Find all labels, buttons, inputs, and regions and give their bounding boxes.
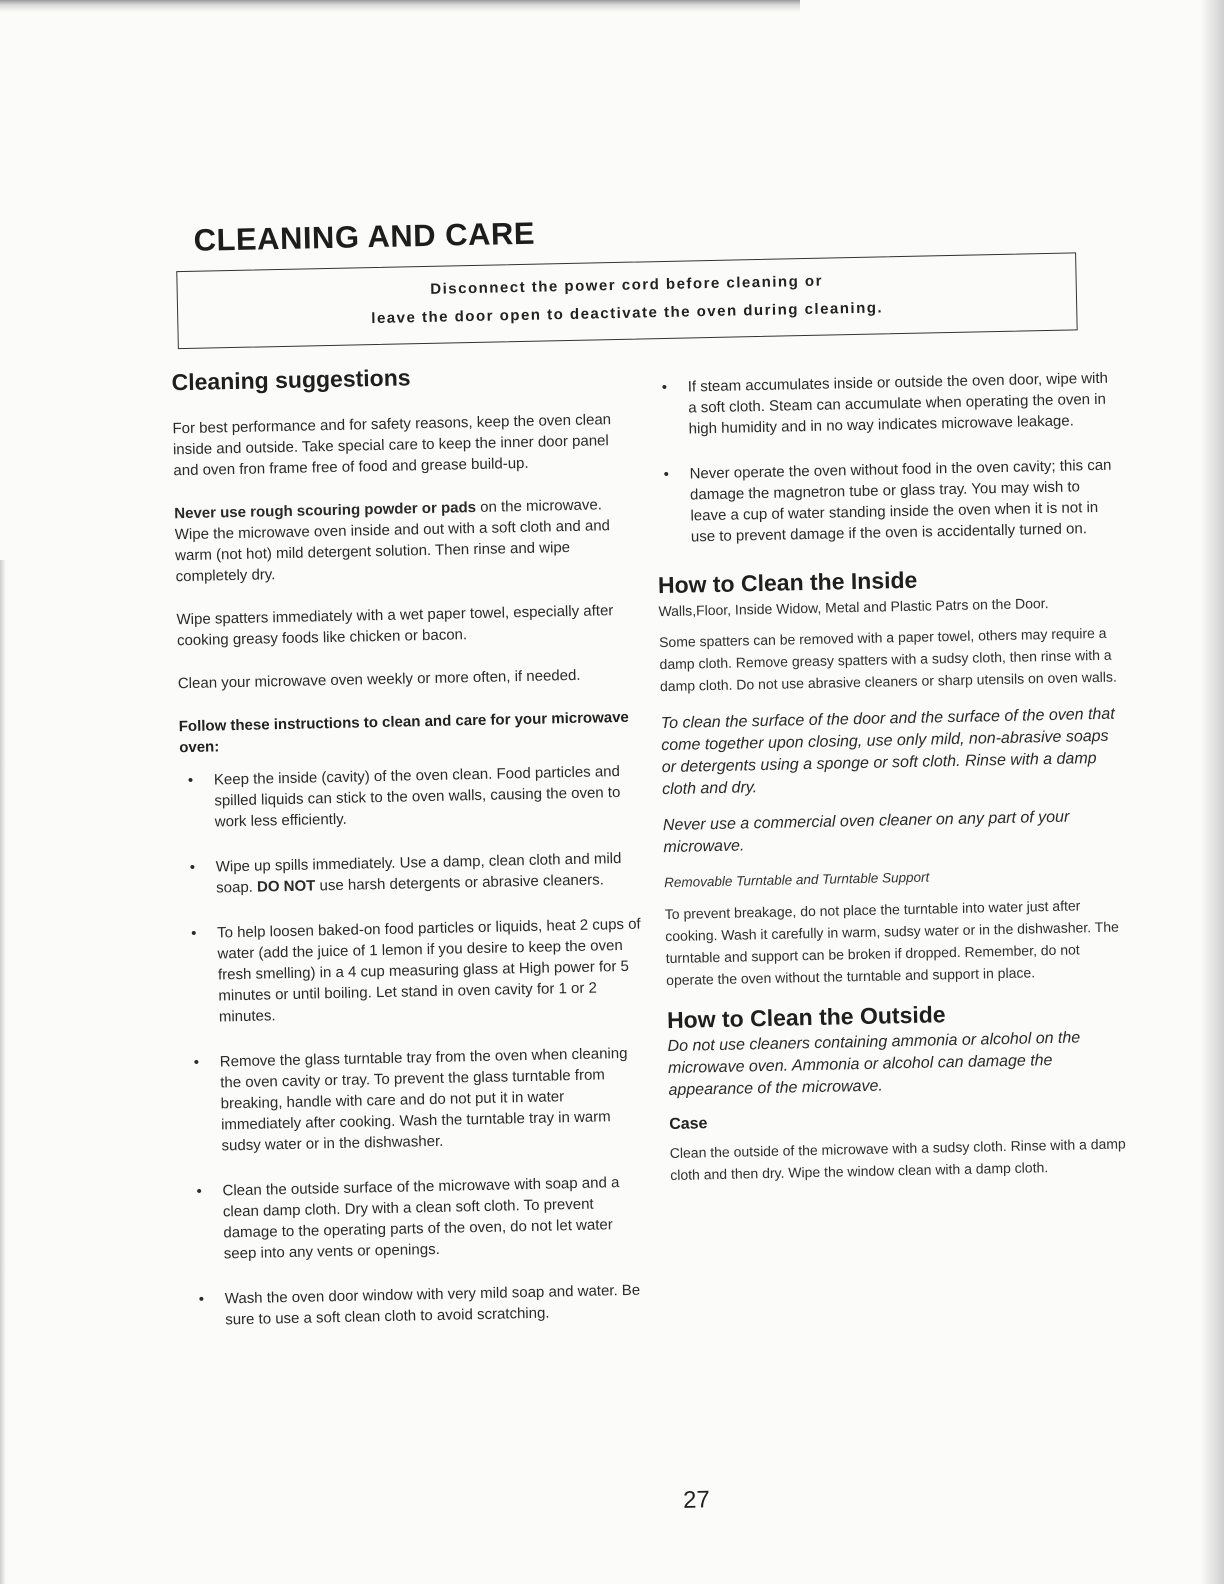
warning-box xyxy=(176,252,1077,349)
page-title: CLEANING AND CARE xyxy=(193,215,536,258)
never-use-bold: Never use rough scouring powder or pads xyxy=(174,498,477,523)
bullet-text: Wash the oven door window with very mild soap and water. Be sure to use a soft clean cloth to avoid scratching. xyxy=(224,1281,641,1329)
turntable-body: To prevent breakage, do not place the turntable into water just after cooking. Wash it carefully in warm, sudsy water or in the dishwasher. The turntable and support can be broken if dropped. Remember, do not operate the oven without the turntable and support in place. xyxy=(664,897,1119,989)
list-item xyxy=(182,848,643,900)
follow-instructions-heading: Follow these instructions to clean and care for your microwave oven: xyxy=(178,708,629,757)
bullet-icon: • xyxy=(190,924,197,943)
turntable-heading: Removable Turntable and Turntable Support xyxy=(664,869,930,891)
list-item xyxy=(186,1043,648,1158)
oven-cleaner-warning: Never use a commercial oven cleaner on any part of your microwave. xyxy=(662,808,1070,857)
list-item xyxy=(654,368,1115,441)
bullet-text-bold: DO NOT xyxy=(256,877,316,896)
bullet-icon: • xyxy=(189,858,196,877)
bullet-icon: • xyxy=(196,1182,202,1200)
bullet-icon: • xyxy=(663,465,670,484)
list-item xyxy=(180,761,641,834)
bullet-text: To help loosen baked-on food particles or liquids, heat 2 cups of water (add the juice of 1 lemon if you desire to keep the oven fresh smelling) in a 4 cup measuring glass at High power for 5 minutes or until boiling. Let stand in oven cavity for 1 or 2 minutes. xyxy=(216,915,641,1026)
never-use-rest: on the microwave. Wipe the microwave oven inside and out with a soft cloth and and warm (not hot) mild detergent solution. Then rinse and wipe completely dry. xyxy=(174,496,611,586)
page-number: 27 xyxy=(682,1486,711,1514)
inside-parts-subheading: Walls,Floor, Inside Widow, Metal and Plastic Patrs on the Door. xyxy=(658,594,1049,620)
weekly-paragraph: Clean your microwave oven weekly or more often, if needed. xyxy=(177,666,581,693)
steam-bullet-list xyxy=(654,368,1117,549)
list-item xyxy=(188,1171,650,1265)
ammonia-warning: Do not use cleaners containing ammonia or alcohol on the microwave oven. Ammonia or alcohol can damage the appearance of the microwave. xyxy=(667,1029,1081,1100)
bullet-text-post: use harsh detergents or abrasive cleaners. xyxy=(315,871,604,895)
case-heading: Case xyxy=(669,1115,708,1134)
list-item xyxy=(183,914,645,1029)
case-body: Clean the outside of the microwave with a sudsy cloth. Rinse with a damp cloth and then dry. Wipe the window clean with a damp cloth. xyxy=(669,1135,1126,1184)
cleaning-suggestions-heading: Cleaning suggestions xyxy=(171,364,411,396)
list-item xyxy=(655,455,1117,549)
door-surface-note: To clean the surface of the door and the surface of the oven that come together upon closing, use only mild, non-abrasive soaps or detergents using a sponge or soft cloth. Rinse with a damp cloth and dry. xyxy=(660,705,1115,799)
bullet-text: If steam accumulates inside or outside the oven door, wipe with a soft cloth. Steam can accumulate when operating the oven in high humidity and in no way indicates microwave leakage. xyxy=(687,369,1109,438)
inside-body: Some spatters can be removed with a paper towel, others may require a damp cloth. Remove greasy spatters with a sudsy cloth, then rinse with a damp cloth. Do not use abrasive cleaners or sharp utensils on oven walls. xyxy=(658,624,1117,695)
list-item xyxy=(191,1279,652,1331)
wipe-spatters-paragraph: Wipe spatters immediately with a wet paper towel, especially after cooking greasy foods like chicken or bacon. xyxy=(176,602,614,650)
warning-line-1: Disconnect the power cord before cleaning or xyxy=(430,272,824,298)
bullet-text: Keep the inside (cavity) of the oven clean. Food particles and spilled liquids can stick to the oven walls, causing the oven to work less efficiently. xyxy=(213,763,621,831)
care-bullet-list xyxy=(180,761,652,1332)
intro-paragraph: For best performance and for safety reasons, keep the oven clean inside and outside. Take special care to keep the inner door panel and oven fron frame free of food and grease build-up. xyxy=(172,411,612,480)
clean-inside-heading: How to Clean the Inside xyxy=(657,566,918,599)
bullet-icon: • xyxy=(661,378,668,397)
bullet-icon: • xyxy=(187,771,194,790)
bullet-icon: • xyxy=(193,1053,200,1071)
left-column xyxy=(171,360,652,1355)
bullet-text-pre: Wipe up spills immediately. Use a damp, clean cloth and mild soap. xyxy=(215,849,622,897)
bullet-icon: • xyxy=(198,1290,205,1308)
warning-line-2: leave the door open to deactivate the oven during cleaning. xyxy=(371,299,884,328)
bullet-text: Clean the outside surface of the microwave with soap and a clean damp cloth. Dry with a clean soft cloth. To prevent damage to the operating parts of the oven, do not let water seep into any vents or openings. xyxy=(222,1174,620,1263)
bullet-text: Never operate the oven without food in the oven cavity; this can damage the magnetron tube or glass tray. You may wish to leave a cup of water standing inside the oven when it is not in use to prevent damage if the oven is accidentally turned on. xyxy=(689,456,1112,546)
never-use-paragraph xyxy=(174,494,636,588)
clean-outside-heading: How to Clean the Outside xyxy=(666,1001,946,1034)
right-column xyxy=(654,368,1131,1202)
bullet-text: Remove the glass turntable tray from the oven when cleaning the oven cavity or tray. To prevent the glass turntable from breaking, handle with care and do not put it in water immediately after cooking. Wash the turntable tray in warm sudsy water or in the dishwasher. xyxy=(219,1044,628,1155)
